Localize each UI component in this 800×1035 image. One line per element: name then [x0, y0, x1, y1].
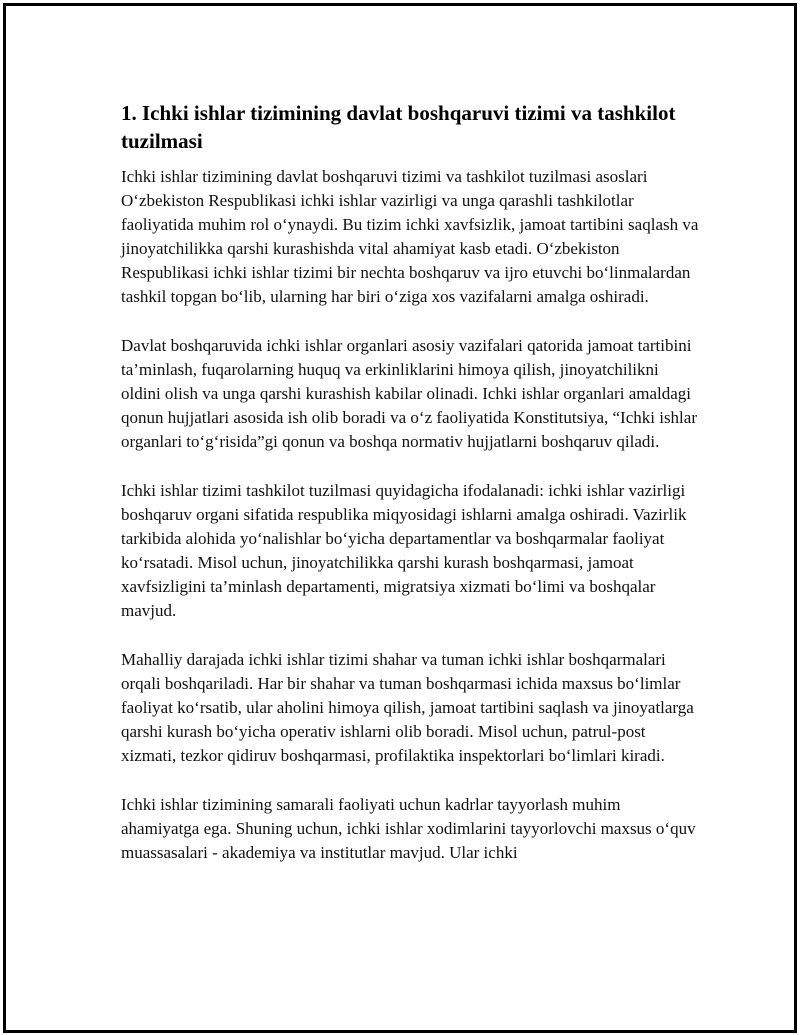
paragraph-1: Ichki ishlar tizimining davlat boshqaruvi tizimi va tashkilot tuzilmasi asoslari O‘zbekiston Respublikasi ichki ishlar vazirligi va unga qarashli tashkilotlar faoliyatida muhim rol o‘ynaydi. Bu tizim ichki xavfsizlik, jamoat tartibini saqlash va jinoyatchilikka qarshi kurashishda vital ahamiyat kasb etadi. O‘zbekiston Respublikasi ichki ishlar tizimi bir nechta boshqaruv va ijro etuvchi bo‘linmalardan tashkil topgan bo‘lib, ularning har biri o‘ziga xos vazifalarni amalga oshiradi. — [121, 167, 699, 306]
document-body — [121, 99, 701, 890]
paragraph-2: Davlat boshqaruvida ichki ishlar organlari asosiy vazifalari qatorida jamoat tartibini ta’minlash, fuqarolarning huquq va erkinliklarini himoya qilish, jinoyatchilikni oldini olish va unga qarshi kurashish kabilar olinadi. Ichki ishlar organlari amaldagi qonun hujjatlari asosida ish olib boradi va o‘z faoliyatida Konstitutsiya, “Ichki ishlar organlari to‘g‘risida”gi qonun va boshqa normativ hujjatlarni boshqaruv qiladi. — [121, 336, 697, 451]
paragraph-3: Ichki ishlar tizimi tashkilot tuzilmasi quyidagicha ifodalanadi: ichki ishlar vazirligi boshqaruv organi sifatida respublika miqyosidagi ishlarni amalga oshiradi. Vazirlik tarkibida alohida yo‘nalishlar bo‘yicha departamentlar va boshqarmalar faoliyat ko‘rsatadi. Misol uchun, jinoyatchilikka qarshi kurash boshqarmasi, jamoat xavfsizligini ta’minlash departamenti, migratsiya xizmati bo‘limi va boshqalar mavjud. — [121, 481, 687, 620]
section-heading: 1. Ichki ishlar tizimining davlat boshqaruvi tizimi va tashkilot tuzilmasi — [121, 101, 676, 153]
paragraph-4: Mahalliy darajada ichki ishlar tizimi shahar va tuman ichki ishlar boshqarmalari orqali boshqariladi. Har bir shahar va tuman boshqarmasi ichida maxsus bo‘limlar faoliyat ko‘rsatib, ular aholini himoya qilish, jamoat tartibini saqlash va jinoyatlarga qarshi kurash bo‘yicha operativ ishlarni olib boradi. Misol uchun, patrul-post xizmati, tezkor qidiruv boshqarmasi, profilaktika inspektorlari bo‘limlari kiradi. — [121, 650, 694, 765]
page-frame — [3, 3, 797, 1033]
paragraph-5: Ichki ishlar tizimining samarali faoliyati uchun kadrlar tayyorlash muhim ahamiyatga ega. Shuning uchun, ichki ishlar xodimlarini tayyorlovchi maxsus o‘quv muassasalari - akademiya va institutlar mavjud. Ular ichki — [121, 795, 696, 862]
